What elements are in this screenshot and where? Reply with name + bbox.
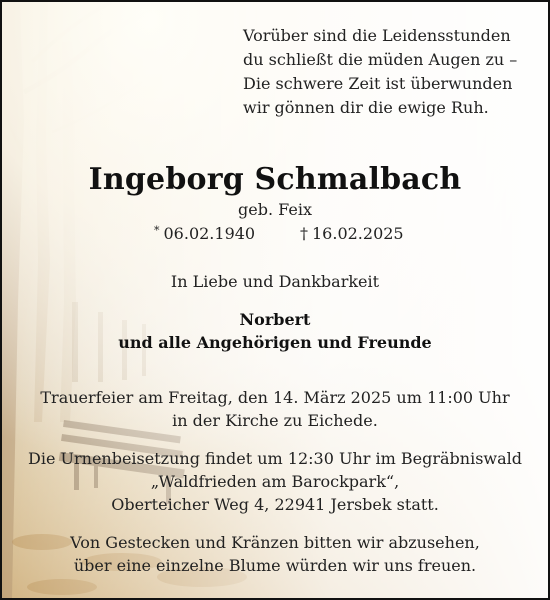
poem-line: Vorüber sind die Leidensstunden [243, 26, 511, 45]
birth-star-icon: * [154, 224, 160, 237]
service-location: in der Kirche zu Eichede. [172, 411, 378, 430]
burial-line: Die Urnenbeisetzung findet um 12:30 Uhr im Begräbniswald [28, 449, 522, 468]
request-line: über eine einzelne Blume würden wir uns freuen. [73, 556, 477, 575]
service-line: Trauerfeier am Freitag, den 14. März 2025 um 11:00 Uhr [40, 388, 510, 407]
mourner-name: Norbert [239, 310, 311, 329]
gratitude-line: In Liebe und Dankbarkeit [170, 272, 380, 291]
deceased-name: Ingeborg Schmalbach [88, 162, 462, 197]
birth-date-line [154, 224, 255, 243]
poem-line: wir gönnen dir die ewige Ruh. [243, 98, 489, 117]
death-cross-icon: † [300, 224, 308, 243]
death-date-line [300, 224, 404, 243]
burial-address: Oberteicher Weg 4, 22941 Jersbek statt. [111, 495, 439, 514]
birth-date: 06.02.1940 [163, 224, 256, 243]
poem-line: Die schwere Zeit ist überwunden [243, 74, 513, 93]
request-line: Von Gestecken und Kränzen bitten wir abzusehen, [70, 533, 480, 552]
mourner-family: und alle Angehörigen und Freunde [118, 333, 432, 352]
obituary-text [2, 2, 548, 598]
poem [243, 24, 543, 120]
poem-line: du schließt die müden Augen zu – [243, 50, 518, 69]
burial-place: „Waldfrieden am Barockpark“, [150, 472, 400, 491]
death-date: 16.02.2025 [312, 224, 404, 243]
birth-name: geb. Feix [238, 200, 312, 219]
